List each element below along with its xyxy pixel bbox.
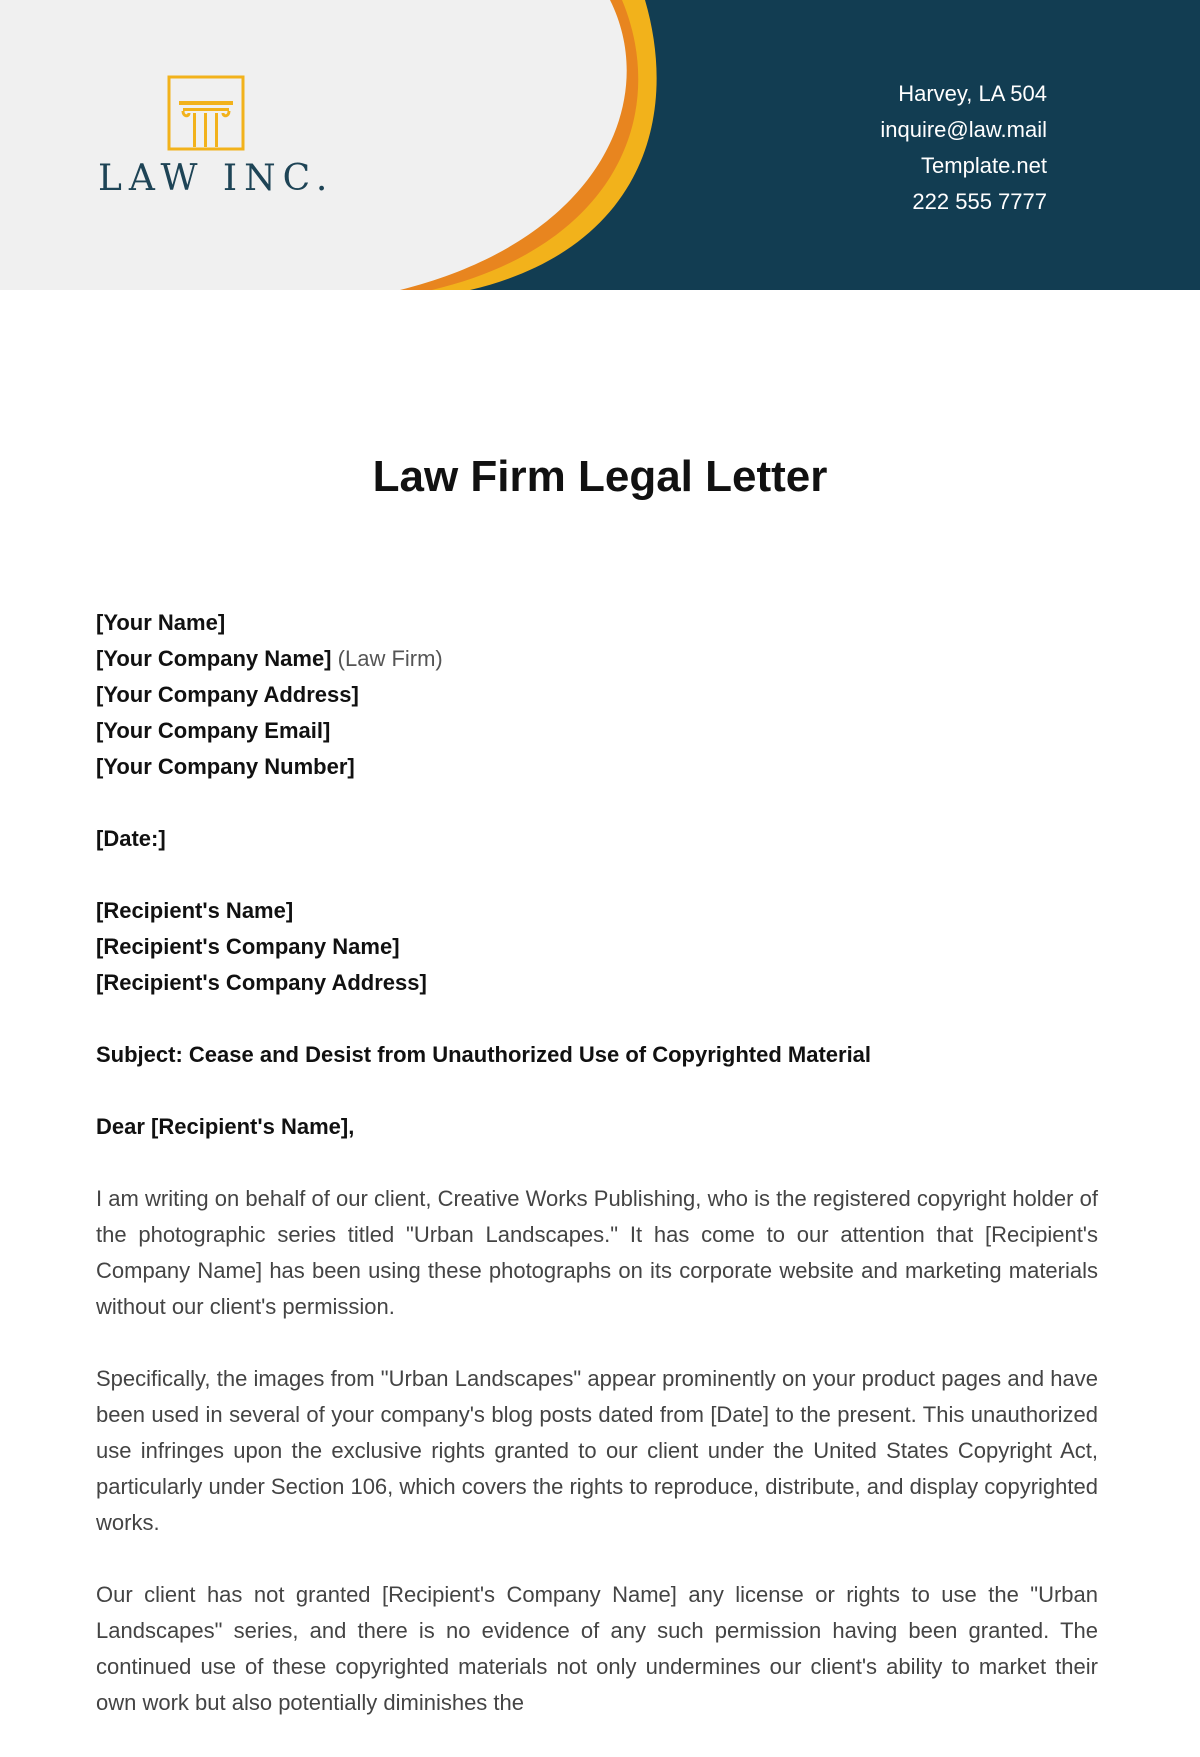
sender-company-name: [Your Company Name]	[96, 646, 332, 671]
letterhead	[0, 0, 1200, 290]
letter-date: [Date:]	[96, 826, 166, 851]
letter-body	[96, 605, 1098, 1757]
sender-company-suffix: (Law Firm)	[337, 646, 443, 671]
contact-phone: 222 555 7777	[912, 189, 1047, 214]
date-block	[96, 821, 1098, 857]
recipient-block	[96, 893, 1098, 1001]
sender-block	[96, 605, 1098, 785]
recipient-name: [Recipient's Name]	[96, 898, 294, 923]
contact-website[interactable]: Template.net	[921, 153, 1047, 178]
recipient-company-address: [Recipient's Company Address]	[96, 970, 427, 995]
logo-text: LAW INC.	[98, 158, 335, 199]
sender-address: [Your Company Address]	[96, 682, 359, 707]
sender-number: [Your Company Number]	[96, 754, 355, 779]
pillar-logo-icon	[167, 75, 245, 151]
sender-name: [Your Name]	[96, 610, 226, 635]
body-paragraph: I am writing on behalf of our client, Creative Works Publishing, who is the registered copyright holder of the photographic series titled "Urban Landscapes." It has come to our attention that [Recipient's Company Name] has been using these photographs on its corporate website and marketing materials without our client's permission.	[96, 1186, 1098, 1319]
sender-email: [Your Company Email]	[96, 718, 331, 743]
body-paragraph: Specifically, the images from "Urban Landscapes" appear prominently on your product pages and have been used in several of your company's blog posts dated from [Date] to the present. This unauthorized use infringes upon the exclusive rights granted to our client under the United States Copyright Act, particularly under Section 106, which covers the rights to reproduce, distribute, and display copyrighted works.	[96, 1366, 1098, 1535]
document-title: Law Firm Legal Letter	[372, 452, 828, 501]
body-paragraph: Our client has not granted [Recipient's Company Name] any license or rights to use the "Urban Landscapes" series, and there is no evidence of any such permission having been granted. The continued use of these copyrighted materials not only undermines our client's ability to market their own work but also potentially diminishes the	[96, 1582, 1098, 1715]
contact-info	[880, 76, 1047, 220]
contact-address: Harvey, LA 504	[898, 81, 1047, 106]
letter-subject: Subject: Cease and Desist from Unauthorized Use of Copyrighted Material	[96, 1042, 872, 1067]
contact-email[interactable]: inquire@law.mail	[880, 117, 1047, 142]
recipient-company-name: [Recipient's Company Name]	[96, 934, 400, 959]
letter-salutation: Dear [Recipient's Name],	[96, 1114, 355, 1139]
